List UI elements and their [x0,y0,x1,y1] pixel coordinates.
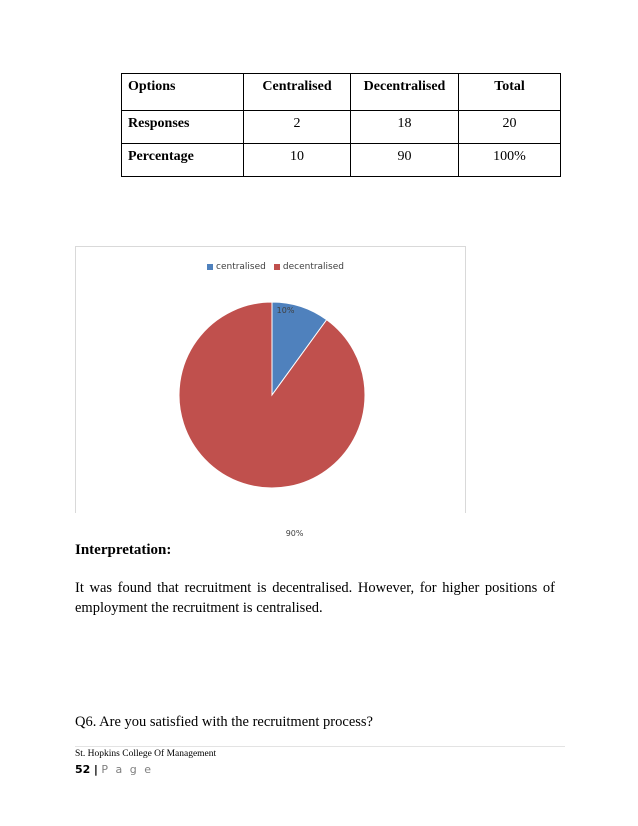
responses-table [121,73,561,177]
pie-slice-decentralised [179,302,365,488]
pie-chart-canvas [76,247,467,538]
legend-label-centralised: centralised [216,262,266,272]
table-header-cell: Centralised [244,74,351,111]
table-cell: 90 [351,144,459,177]
table-cell: 100% [459,144,561,177]
footer-page-indicator [75,763,153,776]
footer-divider [75,746,565,747]
table-header-cell: Total [459,74,561,111]
page-separator: | [93,763,98,776]
pie-chart [75,246,466,538]
interpretation-heading: Interpretation: [75,542,172,558]
page-word: P a g e [101,763,153,776]
pie-data-label-decentralised: 90% [285,528,304,538]
pie-data-label-centralised: 10% [276,305,295,315]
page-number: 52 [75,763,91,776]
table-cell: 18 [351,111,459,144]
question-text: Q6. Are you satisfied with the recruitment process? [75,714,373,730]
table-header-row [122,74,561,111]
legend-label-decentralised: decentralised [282,262,344,272]
table-cell: Percentage [122,144,244,177]
footer-college-name: St. Hopkins College Of Management [75,749,217,759]
table-header-cell: Options [122,74,244,111]
table-row [122,111,561,144]
table-cell: 2 [244,111,351,144]
table-header-cell: Decentralised [351,74,459,111]
table-cell: Responses [122,111,244,144]
table-cell: 20 [459,111,561,144]
table-cell: 10 [244,144,351,177]
table-row [122,144,561,177]
interpretation-text: It was found that recruitment is decentralised. However, for higher positions of employment the recruitment is centralised. [75,580,555,616]
